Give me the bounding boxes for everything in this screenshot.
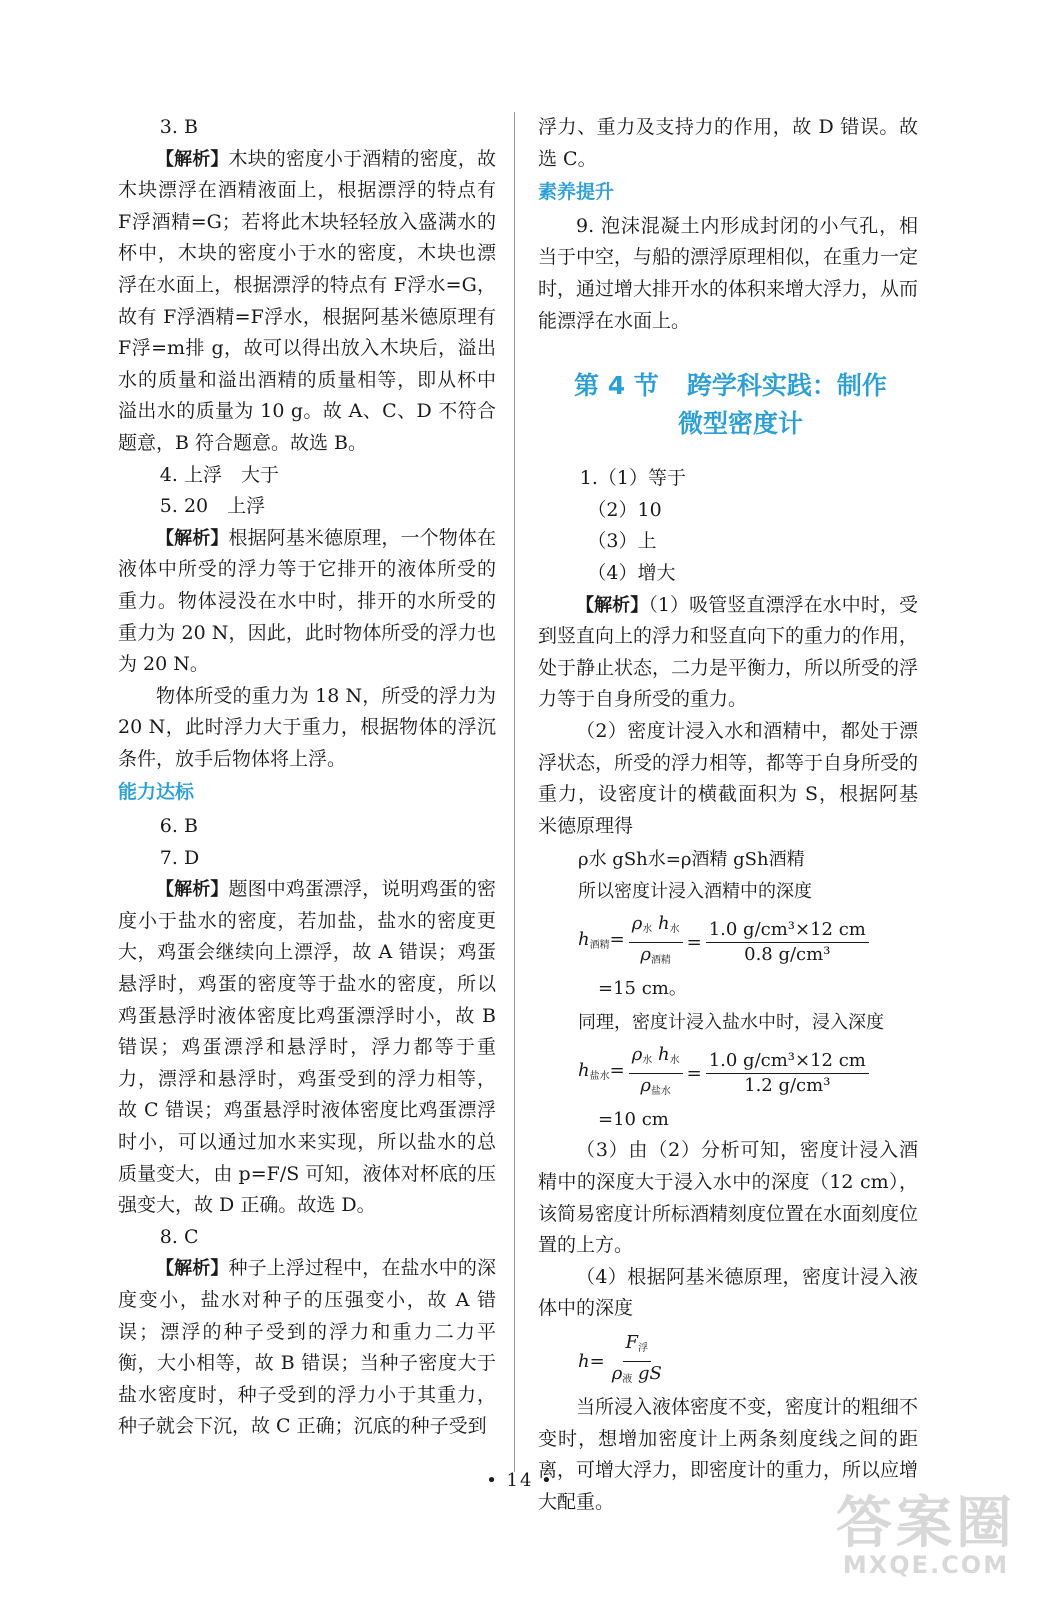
explanation-tag: 【解析】 xyxy=(576,594,649,616)
explanation-7 xyxy=(118,874,496,1222)
watermark-logo xyxy=(836,1491,1016,1579)
explanation-1-part2: （2）密度计浸入水和酒精中，都处于漂浮状态，所受的浮力相等，都等于自身所受的重力，设密度计的横截面积为 S，根据阿基米德原理得 xyxy=(538,719,919,837)
explanation-tag: 【解析】 xyxy=(156,879,229,901)
answer-1-3: （3）上 xyxy=(587,530,657,553)
section-heading-literacy: 素养提升 xyxy=(538,181,615,204)
explanation-8-continued: 浮力、重力及支持力的作用，故 D 错误。故选 C。 xyxy=(538,116,918,170)
fraction-denominator-alcohol: 0.8 g/cm³ xyxy=(744,944,831,966)
equation-buoyancy: ρ水 gSh水=ρ酒精 gSh酒精 xyxy=(578,849,805,871)
fraction-numerator-saltwater: 1.0 g/cm³×12 cm xyxy=(706,1049,869,1074)
equation-depth-general: h= $\frac{F_浮}{\rho_液 gS}$ xyxy=(578,1332,662,1386)
explanation-8 xyxy=(118,1253,496,1443)
explanation-1-conclusion: 当所浸入液体密度不变，密度计的粗细不变时，想增加密度计上两条刻度线之间的距离，可增大浮力，即密度计的重力，所以应增大配重。 xyxy=(538,1396,919,1513)
explanation-3-text: 木块的密度小于酒精的密度，故木块漂浮在酒精液面上，根据漂浮的特点有 F浮酒精=G；若将此木块轻轻放入盛满水的杯中，木块的密度小于水的密度，木块也漂浮在水面上，根据漂浮的特点有 F浮水=G，故有 F浮酒精=F浮水，根据阿基米德原理有 F浮=m排 g，故可以得出放入木块后，溢出水的质量和溢出酒精的质量相等，即从杯中溢出水的质量为 10 g。故 A、C、D 不符合题意，B 符合题意。故选 B。 xyxy=(118,147,496,454)
explanation-7-text: 题图中鸡蛋漂浮，说明鸡蛋的密度小于盐水的密度，若加盐，盐水的密度更大，鸡蛋会继续向上漂浮，故 A 错误；鸡蛋悬浮时，鸡蛋的密度等于盐水的密度，所以鸡蛋悬浮时液体密度比鸡蛋漂浮时小，故 B 错误；鸡蛋漂浮和悬浮时，浮力都等于重力，漂浮和悬浮时，鸡蛋受到的浮力相等，故 C 错误；鸡蛋悬浮时液体密度比鸡蛋漂浮时小，可以通过加水来实现，所以盐水的总质量变大，由 p=F/S 可知，液体对杯底的压强变大，故 D 正确。故选 D。 xyxy=(118,878,496,1217)
column-divider xyxy=(514,112,515,1472)
equation-intro-saltwater: 同理，密度计浸入盐水中时，浸入深度 xyxy=(578,1011,884,1033)
explanation-1-part1 xyxy=(538,590,918,716)
chapter-title-line1: 跨学科实践：制作 xyxy=(686,371,887,401)
explanation-8-text: 种子上浮过程中，在盐水中的深度变小，盐水对种子的压强变小，故 A 错误；漂浮的种子受到的浮力和重力二力平衡，大小相等，故 B 错误；当种子密度大于盐水密度时，种子受到的浮力小于其重力，种子就会下沉，故 C 正确；沉底的种子受到 xyxy=(118,1257,496,1438)
equation-saltwater-depth: $h_{盐水}=$ $\frac{\rho_水 h_水}{\rho_{盐水}}$ = $\frac{\text{1.0 g/cm³×12 cm}}{\text{1.2 g/cm³}}$ xyxy=(538,1043,918,1104)
chapter-number: 第 4 节 xyxy=(574,371,659,401)
result-alcohol-depth: =15 cm。 xyxy=(598,978,687,1000)
section-heading-ability: 能力达标 xyxy=(118,781,195,804)
chapter-title-line2: 微型密度计 xyxy=(678,409,804,439)
explanation-1-part1-text: （1）吸管竖直漂浮在水中时，受到竖直向上的浮力和竖直向下的重力的作用，处于静止状态，二力是平衡力，所以所受的浮力等于自身所受的重力。 xyxy=(538,593,919,711)
explanation-tag: 【解析】 xyxy=(156,148,229,170)
explanation-5-continued: 物体所受的重力为 18 N，所受的浮力为 20 N，此时浮力大于重力，根据物体的浮沉条件，放手后物体将上浮。 xyxy=(118,684,496,770)
answer-5: 5. 20 上浮 xyxy=(159,495,266,518)
answer-8: 8. C xyxy=(159,1225,199,1248)
watermark-url: MXQE.COM xyxy=(842,1551,1010,1579)
answer-7: 7. D xyxy=(159,846,200,869)
answer-1-4: （4）增大 xyxy=(587,561,676,584)
answer-6: 6. B xyxy=(159,815,198,838)
fraction-denominator-saltwater: 1.2 g/cm³ xyxy=(744,1074,831,1096)
fraction-numerator-alcohol: 1.0 g/cm³×12 cm xyxy=(706,918,869,943)
answer-3: 3. B xyxy=(159,116,198,138)
explanation-tag: 【解析】 xyxy=(156,1258,229,1280)
equation-intro-alcohol: 所以密度计浸入酒精中的深度 xyxy=(578,881,812,903)
answer-4: 4. 上浮 大于 xyxy=(159,463,279,486)
explanation-5-text: 根据阿基米德原理，一个物体在液体中所受的浮力等于它排开的液体所受的重力。物体浸没在水中时，排开的水所受的重力为 20 N，因此，此时物体所受的浮力也为 20 N。 xyxy=(118,526,496,676)
answer-1-1: 1.（1）等于 xyxy=(579,467,687,490)
right-column xyxy=(538,112,918,1518)
explanation-5 xyxy=(118,523,496,681)
watermark-text: 答案圈 xyxy=(836,1491,1016,1556)
equation-alcohol-depth: $h_{酒精}=$ $\frac{\rho_水 h_水}{\rho_{酒精}}$ = $\frac{\text{1.0 g/cm³×12 cm}}{\text{0.8 g/cm³}}$ xyxy=(538,912,918,973)
answer-1-2: （2）10 xyxy=(587,498,662,521)
explanation-1-part3: （3）由（2）分析可知，密度计浸入酒精中的深度大于浸入水中的深度（12 cm），该简易密度计所标酒精刻度位置在水面刻度位置的上方。 xyxy=(538,1139,919,1257)
chapter-heading xyxy=(538,367,918,443)
left-column xyxy=(118,112,496,1443)
page-number: • 14 • xyxy=(486,1470,554,1491)
answer-9: 9. 泡沫混凝土内形成封闭的小气孔，相当于中空，与船的漂浮原理相似，在重力一定时，通过增大排开水的体积来增大浮力，从而能漂浮在水面上。 xyxy=(538,214,919,332)
explanation-3 xyxy=(118,144,496,460)
explanation-tag: 【解析】 xyxy=(156,527,229,549)
result-saltwater-depth: =10 cm xyxy=(598,1108,669,1130)
explanation-1-part4: （4）根据阿基米德原理，密度计浸入液体中的深度 xyxy=(538,1265,918,1320)
